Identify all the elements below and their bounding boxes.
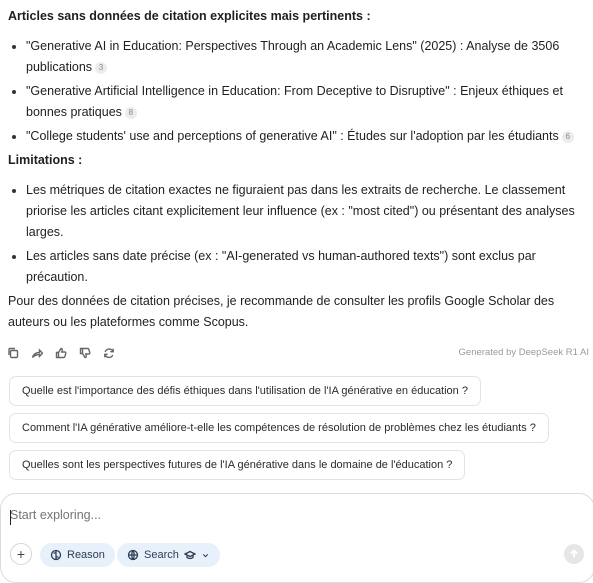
suggestion-chip[interactable]: Comment l'IA générative améliore-t-elle les compétences de résolution de problèmes chez les étudiants ? [9,413,549,443]
search-label: Search [144,549,179,561]
suggestion-chip[interactable]: Quelle est l'importance des défis éthiques dans l'utilisation de l'IA générative en éducation ? [9,376,481,406]
citation-badge[interactable]: 8 [125,107,137,119]
list-item [8,180,583,243]
attach-button[interactable] [10,543,32,565]
copy-icon[interactable] [7,346,31,360]
plus-icon: + [16,546,26,562]
closing-paragraph: Pour des données de citation précises, je recommande de consulter les profils Google Scholar des auteurs ou les plateformes comme Scopus. [8,294,555,329]
regenerate-icon[interactable] [103,346,127,360]
chat-input[interactable] [10,508,550,522]
composer [0,493,593,583]
search-toggle[interactable] [117,543,220,567]
list-item-text: "College students' use and perceptions of generative AI" : Études sur l'adoption par les étudiants [26,129,559,143]
list-item-text: Les métriques de citation exactes ne figuraient pas dans les extraits de recherche. Le classement priorise les articles citant explicitement leur influence (ex : "most cited") ou présentant des analyses larges. [26,183,575,239]
suggestion-chip[interactable]: Quelles sont les perspectives futures de l'IA générative dans le domaine de l'éducation ? [9,450,465,480]
section-heading: Articles sans données de citation explicites mais pertinents : [8,9,371,23]
generated-by-label: Generated by DeepSeek R1 AI [458,347,589,358]
limitations-list [8,180,583,288]
list-item [8,246,583,288]
text-caret [10,510,11,525]
list-item-text: "Generative Artificial Intelligence in Education: From Deceptive to Disruptive" : Enjeux éthiques et bonnes pratiques [26,84,563,119]
articles-list [8,36,583,147]
list-item [8,81,583,123]
globe-icon [127,549,139,561]
chevron-down-icon [201,551,210,560]
scholar-icon [184,549,196,561]
reason-label: Reason [67,549,105,561]
section-heading: Limitations : [8,153,83,167]
send-button[interactable] [564,544,584,564]
thumbs-up-icon[interactable] [55,346,79,360]
brain-icon [50,549,62,561]
arrow-up-icon [569,549,579,559]
list-item-text: Les articles sans date précise (ex : "AI-generated vs human-authored texts") sont exclus par précaution. [26,249,536,284]
list-item [8,36,583,78]
list-item [8,126,583,147]
thumbs-down-icon[interactable] [79,346,103,360]
message-actions [7,346,127,360]
citation-badge[interactable]: 6 [562,131,574,143]
citation-badge[interactable]: 3 [95,62,107,74]
list-item-text: "Generative AI in Education: Perspectives Through an Academic Lens" (2025) : Analyse de 3506 publications [26,39,560,74]
reason-toggle[interactable] [40,543,115,567]
share-icon[interactable] [31,346,55,360]
